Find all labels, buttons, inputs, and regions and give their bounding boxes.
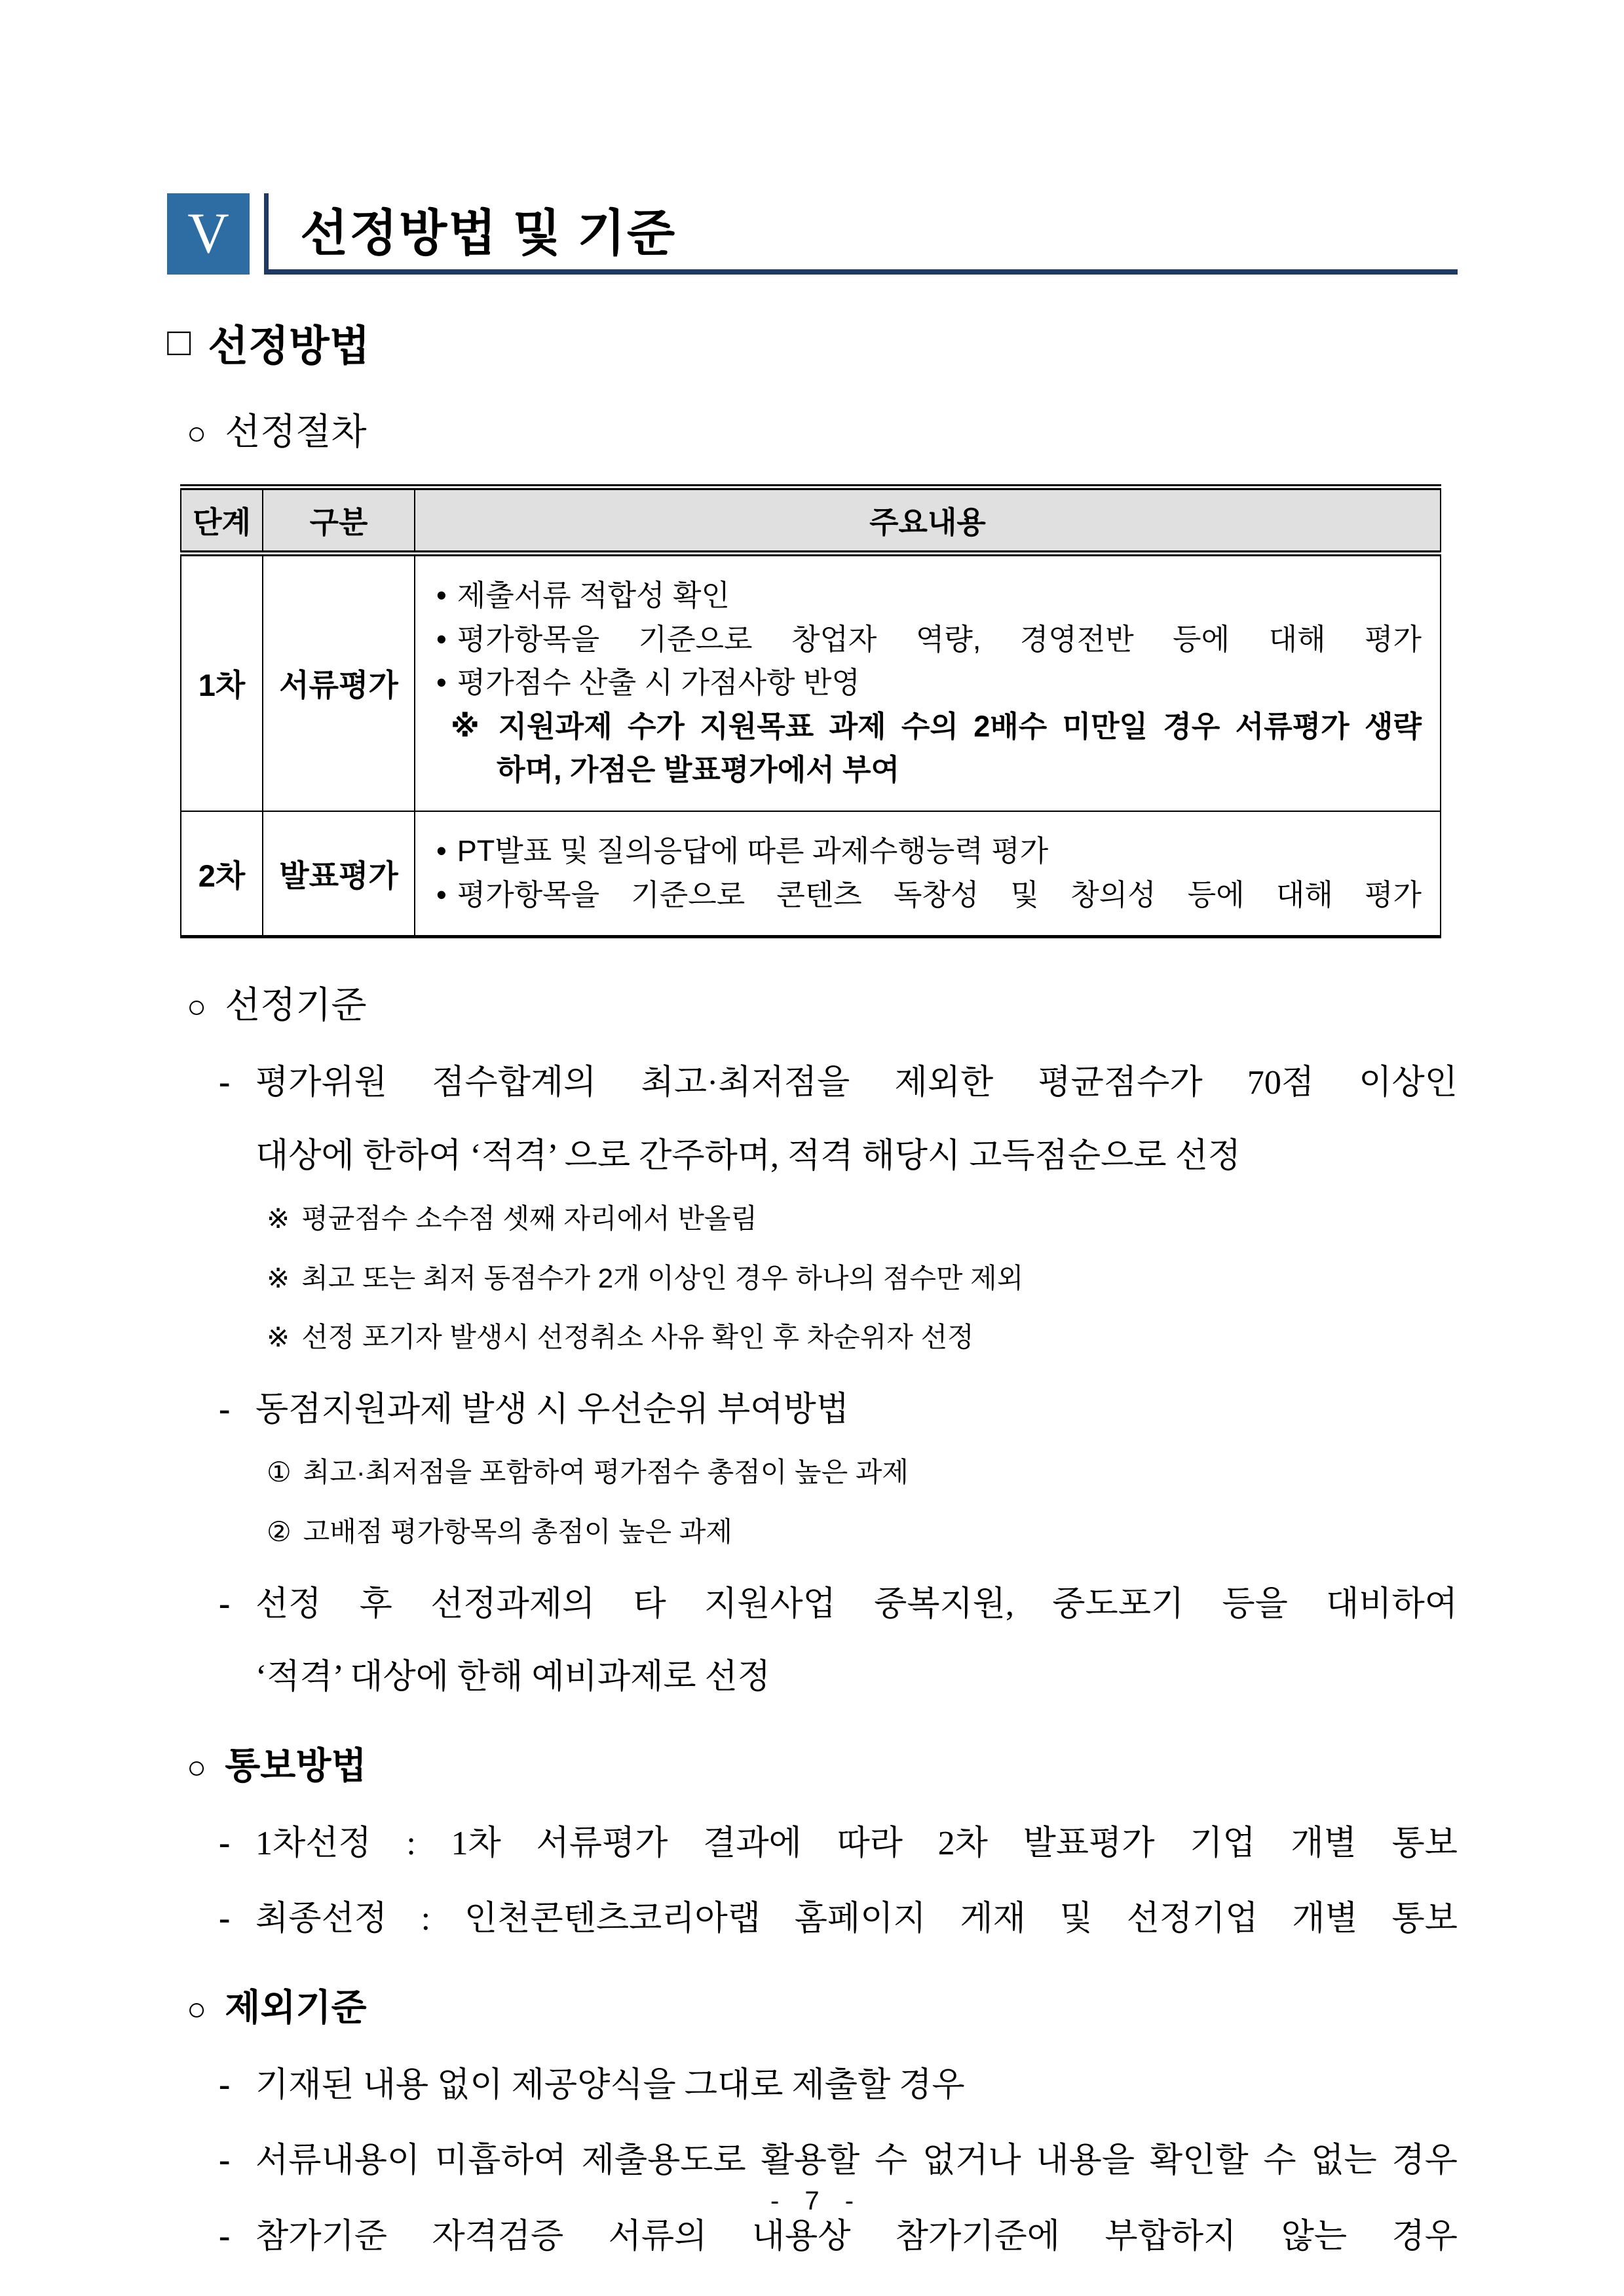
heading-notification-method [187,1737,1458,1789]
table-bullet-text: 제출서류 적합성 확인 [457,579,730,612]
dash-bullet-icon: - [219,2141,231,2179]
section-header [167,193,1458,275]
paragraph-line: 동점지원과제 발생 시 우선순위 부여방법 [255,1390,849,1428]
circle-bullet-icon: ○ [187,415,207,451]
table-note-text: 지원과제 수가 지원목표 과제 수의 2배수 미만일 경우 서류평가 생략 [498,709,1422,743]
heading-selection-procedure-label: 선정절차 [225,412,367,453]
criteria-item-tie-priority [219,1388,1458,1432]
heading-selection-procedure [187,403,1458,455]
dash-bullet-icon: - [219,1063,231,1101]
circled-one-icon: ① [267,1457,292,1488]
bullet-icon: • [436,579,447,612]
section-number-box: V [167,193,250,275]
paragraph-line: 기재된 내용 없이 제공양식을 그대로 제출할 경우 [255,2066,965,2104]
exclude-item-not-eligible [219,2215,1458,2259]
paragraph-line: 참가기준 자격검증 서류의 내용상 참가기준에 부합하지 않는 경우 [255,2217,1458,2255]
selection-procedure-table [180,484,1441,938]
notify-item-first-round [219,1822,1458,1866]
table-header-row [181,488,1441,554]
paragraph-line: 서류내용이 미흡하여 제출용도로 활용할 수 없거나 내용을 확인할 수 없는 경우 [255,2142,1458,2180]
criteria-note-tie-scores [267,1261,1458,1297]
page-number: - 7 - [770,2187,854,2215]
bullet-icon: • [436,877,447,911]
reference-mark-icon: ※ [267,1262,290,1293]
table-note-line [436,708,1422,746]
table-bullet-line [436,664,1422,702]
cell-stage-2: 2차 [181,811,263,937]
reference-mark-icon: ※ [267,1203,290,1234]
cell-content-2 [415,811,1441,937]
heading-selection-criteria [187,976,1458,1029]
cell-stage-1: 1차 [181,554,263,811]
criteria-item-reserve-selection [219,1583,1458,1699]
note-text: 평균점수 소수점 셋째 자리에서 반올림 [301,1203,758,1234]
heading-selection-method-label: 선정방법 [208,322,370,370]
priority-rule-1 [267,1455,1458,1491]
priority-rule-text: 최고·최저점을 포함하여 평가점수 총점이 높은 과제 [303,1457,909,1488]
heading-exclusion-criteria [187,1979,1458,2031]
bullet-icon: • [436,622,447,656]
table-row [181,554,1441,811]
note-text: 최고 또는 최저 동점수가 2개 이상인 경우 하나의 점수만 제외 [301,1262,1024,1293]
circle-bullet-icon: ○ [187,1748,207,1786]
col-header-content: 주요내용 [415,488,1441,554]
dash-bullet-icon: - [219,1900,231,1938]
criteria-item-average-score [219,1062,1458,1177]
bullet-icon: • [436,666,447,700]
table-row [181,811,1441,937]
dash-bullet-icon: - [219,1584,231,1622]
table-bullet-text: PT발표 및 질의응답에 따른 과제수행능력 평가 [457,833,1049,868]
priority-rule-text: 고배점 평가항목의 총점이 높은 과제 [303,1516,732,1548]
table-bullet-line [436,621,1422,659]
exclude-item-blank-form [219,2064,1458,2107]
paragraph-line: 평가위원 점수합계의 최고·최저점을 제외한 평균점수가 70점 이상인 [255,1064,1458,1102]
circle-bullet-icon: ○ [187,1990,207,2027]
table-bullet-line [436,577,1422,615]
dash-bullet-icon: - [219,1824,231,1862]
exclude-item-insufficient-docs [219,2139,1458,2183]
cell-content-1 [415,554,1441,811]
heading-selection-method [167,313,1458,373]
table-note-line-continued: 하며, 가점은 발표평가에서 부여 [497,753,900,787]
priority-rule-2 [267,1514,1458,1550]
col-header-type: 구분 [263,488,415,554]
reference-mark-icon: ※ [267,1322,290,1353]
dash-bullet-icon: - [219,2217,231,2255]
criteria-note-rounding [267,1201,1458,1237]
heading-notification-method-label: 통보방법 [225,1746,367,1787]
heading-exclusion-criteria-label: 제외기준 [225,1987,367,2029]
table-bullet-text: 평가항목을 기준으로 콘텐츠 독창성 및 창의성 등에 대해 평가 [457,877,1422,911]
bullet-icon: • [436,833,447,868]
col-header-stage: 단계 [181,488,263,554]
paragraph-line: 최종선정 : 인천콘텐츠코리아랩 홈페이지 게재 및 선정기업 개별 통보 [255,1900,1458,1938]
paragraph-line: 선정 후 선정과제의 타 지원사업 중복지원, 중도포기 등을 대비하여 [255,1585,1458,1623]
cell-type-1: 서류평가 [263,554,415,811]
square-bullet-icon: □ [167,319,191,364]
reference-mark-icon: ※ [451,709,487,743]
paragraph-line: 대상에 한하여 ‘적격’ 으로 간주하며, 적격 해당시 고득점순으로 선정 [255,1137,1241,1175]
cell-type-2: 발표평가 [263,811,415,937]
page-title: 선정방법 및 기준 [300,205,677,261]
heading-selection-criteria-label: 선정기준 [225,985,367,1027]
note-text: 선정 포기자 발생시 선정취소 사유 확인 후 차순위자 선정 [301,1322,974,1353]
section-title-rule [264,193,1458,275]
table-bullet-line [436,876,1422,914]
table-bullet-line [436,832,1422,870]
paragraph-line: 1차선정 : 1차 서류평가 결과에 따라 2차 발표평가 기업 개별 통보 [255,1824,1458,1862]
dash-bullet-icon: - [219,1390,231,1428]
circle-bullet-icon: ○ [187,988,207,1025]
paragraph-line: ‘적격’ 대상에 한해 예비과제로 선정 [255,1658,771,1696]
notify-item-final [219,1898,1458,1941]
dash-bullet-icon: - [219,2065,231,2103]
table-bullet-text: 평가점수 산출 시 가점사항 반영 [457,666,860,700]
table-bullet-text: 평가항목을 기준으로 창업자 역량, 경영전반 등에 대해 평가 [457,622,1422,656]
circled-two-icon: ② [267,1516,292,1548]
criteria-note-withdrawal [267,1320,1458,1356]
